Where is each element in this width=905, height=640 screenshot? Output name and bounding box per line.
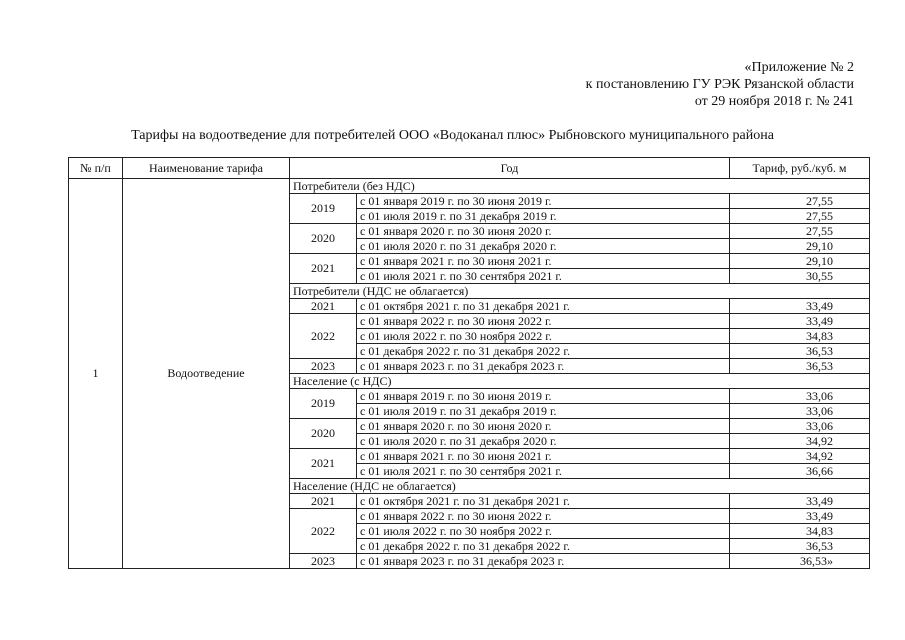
tariff-value-cell: 29,10 bbox=[730, 239, 870, 254]
table-header-row bbox=[69, 158, 870, 179]
year-cell: 2022 bbox=[290, 314, 357, 359]
section-title: Население (с НДС) bbox=[290, 374, 870, 389]
tariff-value-cell: 27,55 bbox=[730, 224, 870, 239]
period-cell: с 01 января 2021 г. по 30 июня 2021 г. bbox=[357, 254, 730, 269]
tariff-value-cell: 30,55 bbox=[730, 269, 870, 284]
tariff-value-cell: 33,06 bbox=[730, 404, 870, 419]
year-cell: 2021 bbox=[290, 254, 357, 284]
section-row bbox=[69, 179, 870, 194]
period-cell: с 01 января 2019 г. по 30 июня 2019 г. bbox=[357, 389, 730, 404]
period-cell: с 01 января 2020 г. по 30 июня 2020 г. bbox=[357, 224, 730, 239]
tariff-value-cell: 33,06 bbox=[730, 389, 870, 404]
tariff-value-cell: 34,83 bbox=[730, 329, 870, 344]
period-cell: с 01 октября 2021 г. по 31 декабря 2021 г. bbox=[357, 494, 730, 509]
tariff-value-cell: 36,53 bbox=[730, 344, 870, 359]
year-cell: 2021 bbox=[290, 299, 357, 314]
tariff-value-cell: 33,49 bbox=[730, 509, 870, 524]
period-cell: с 01 июля 2021 г. по 30 сентября 2021 г. bbox=[357, 464, 730, 479]
appendix-line-3: от 29 ноября 2018 г. № 241 bbox=[694, 94, 854, 109]
period-cell: с 01 июля 2019 г. по 31 декабря 2019 г. bbox=[357, 404, 730, 419]
year-cell: 2023 bbox=[290, 554, 357, 569]
section-title: Потребители (без НДС) bbox=[290, 179, 870, 194]
appendix-line-1: «Приложение № 2 bbox=[744, 60, 854, 75]
year-cell: 2019 bbox=[290, 389, 357, 419]
tariff-value-cell: 34,83 bbox=[730, 524, 870, 539]
tariff-name: Водоотведение bbox=[123, 179, 290, 569]
header-tariff-value: Тариф, руб./куб. м bbox=[730, 158, 870, 179]
tariff-value-cell: 33,49 bbox=[730, 314, 870, 329]
tariff-value-cell: 36,53 bbox=[730, 539, 870, 554]
year-cell: 2021 bbox=[290, 494, 357, 509]
tariff-value-cell: 36,53» bbox=[730, 554, 870, 569]
period-cell: с 01 июля 2019 г. по 31 декабря 2019 г. bbox=[357, 209, 730, 224]
header-period: Год bbox=[290, 158, 730, 179]
year-cell: 2021 bbox=[290, 449, 357, 479]
tariff-value-cell: 33,49 bbox=[730, 494, 870, 509]
period-cell: с 01 января 2023 г. по 31 декабря 2023 г. bbox=[357, 554, 730, 569]
period-cell: с 01 января 2022 г. по 30 июня 2022 г. bbox=[357, 314, 730, 329]
tariff-value-cell: 34,92 bbox=[730, 434, 870, 449]
document-title: Тарифы на водоотведение для потребителей ООО «Водоканал плюс» Рыбновского муниципального района bbox=[131, 128, 774, 143]
period-cell: с 01 июля 2020 г. по 31 декабря 2020 г. bbox=[357, 434, 730, 449]
year-cell: 2020 bbox=[290, 419, 357, 449]
period-cell: с 01 января 2023 г. по 31 декабря 2023 г. bbox=[357, 359, 730, 374]
period-cell: с 01 января 2020 г. по 30 июня 2020 г. bbox=[357, 419, 730, 434]
period-cell: с 01 июля 2020 г. по 31 декабря 2020 г. bbox=[357, 239, 730, 254]
appendix-header bbox=[586, 59, 854, 110]
period-cell: с 01 декабря 2022 г. по 31 декабря 2022 г. bbox=[357, 539, 730, 554]
section-title: Потребители (НДС не облагается) bbox=[290, 284, 870, 299]
period-cell: с 01 июля 2021 г. по 30 сентября 2021 г. bbox=[357, 269, 730, 284]
year-cell: 2020 bbox=[290, 224, 357, 254]
period-cell: с 01 июля 2022 г. по 30 ноября 2022 г. bbox=[357, 329, 730, 344]
row-number: 1 bbox=[69, 179, 123, 569]
period-cell: с 01 октября 2021 г. по 31 декабря 2021 г. bbox=[357, 299, 730, 314]
header-tariff-name: Наименование тарифа bbox=[123, 158, 290, 179]
section-title: Население (НДС не облагается) bbox=[290, 479, 870, 494]
tariff-value-cell: 36,66 bbox=[730, 464, 870, 479]
year-cell: 2019 bbox=[290, 194, 357, 224]
period-cell: с 01 декабря 2022 г. по 31 декабря 2022 г. bbox=[357, 344, 730, 359]
period-cell: с 01 июля 2022 г. по 30 ноября 2022 г. bbox=[357, 524, 730, 539]
tariff-value-cell: 27,55 bbox=[730, 194, 870, 209]
header-number: № п/п bbox=[69, 158, 123, 179]
tariff-value-cell: 34,92 bbox=[730, 449, 870, 464]
period-cell: с 01 января 2019 г. по 30 июня 2019 г. bbox=[357, 194, 730, 209]
table-body bbox=[69, 179, 870, 569]
tariff-value-cell: 33,06 bbox=[730, 419, 870, 434]
period-cell: с 01 января 2021 г. по 30 июня 2021 г. bbox=[357, 449, 730, 464]
year-cell: 2023 bbox=[290, 359, 357, 374]
tariff-value-cell: 33,49 bbox=[730, 299, 870, 314]
tariff-value-cell: 36,53 bbox=[730, 359, 870, 374]
tariff-value-cell: 27,55 bbox=[730, 209, 870, 224]
year-cell: 2022 bbox=[290, 509, 357, 554]
appendix-line-2: к постановлению ГУ РЭК Рязанской области bbox=[585, 77, 854, 92]
tariff-table bbox=[68, 157, 870, 569]
tariff-value-cell: 29,10 bbox=[730, 254, 870, 269]
period-cell: с 01 января 2022 г. по 30 июня 2022 г. bbox=[357, 509, 730, 524]
